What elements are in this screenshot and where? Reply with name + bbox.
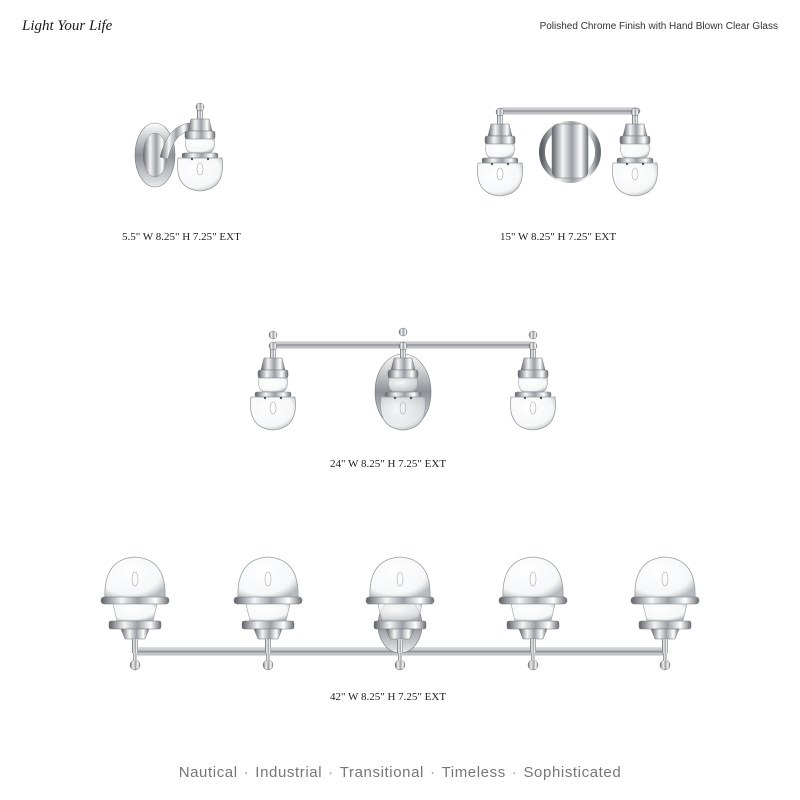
style-tag: Industrial: [255, 764, 323, 781]
fixture-1-dimensions: 5.5" W 8.25" H 7.25" EXT: [122, 231, 241, 243]
fixture-5-light-vanity-image: [95, 555, 715, 685]
separator-dot: ·: [243, 764, 250, 781]
style-tag: Sophisticated: [523, 764, 622, 781]
fixture-1-light-sconce-image: [130, 95, 240, 220]
brand-logo: Light Your Life: [22, 18, 113, 34]
style-tag: Transitional: [339, 764, 424, 781]
fixture-3-dimensions: 24" W 8.25" H 7.25" EXT: [330, 458, 447, 470]
separator-dot: ·: [328, 764, 334, 781]
style-tag: Timeless: [441, 764, 506, 781]
fixture-3-light-vanity-image: [238, 322, 568, 452]
fixture-2-dimensions: 15" W 8.25" H 7.25" EXT: [500, 231, 617, 243]
fixture-4-dimensions: 42" W 8.25" H 7.25" EXT: [330, 691, 447, 703]
finish-description: Polished Chrome Finish with Hand Blown Clear Glass: [539, 21, 778, 32]
style-tag: Nautical: [178, 764, 238, 781]
separator-dot: ·: [429, 764, 436, 781]
style-tags: [0, 764, 800, 781]
fixture-2-light-vanity-image: [460, 92, 700, 222]
separator-dot: ·: [511, 764, 518, 781]
